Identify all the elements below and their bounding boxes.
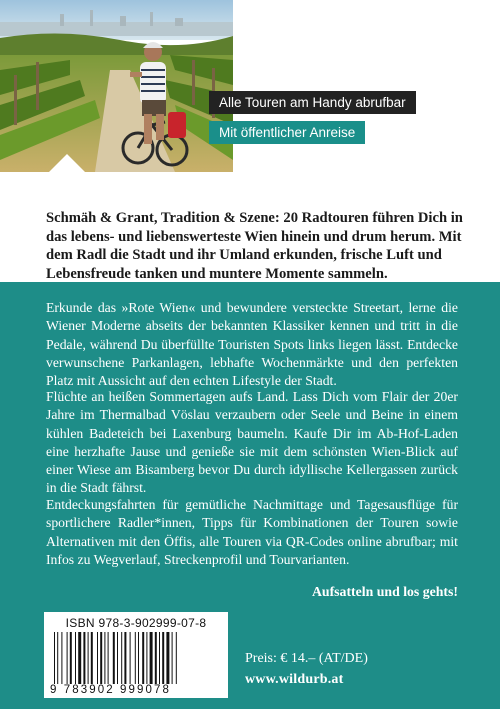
barcode-bar: [97, 632, 98, 684]
intro-blurb: Schmäh & Grant, Tradition & Szene: 20 Radtouren führen Dich in das lebens- und liebenswerteste Wien hinein und drum herum. Mit dem Radl die Stadt und ihr Umland erkunden, frische Luft und Lebensfreude tanken und muntere Momente sammeln.: [46, 210, 463, 282]
barcode-bar: [91, 632, 93, 684]
barcode-bar: [155, 632, 157, 684]
barcode-bar: [159, 632, 160, 684]
barcode-bar: [70, 632, 72, 684]
barcode-bar: [83, 632, 85, 684]
ean-digits: 9 783902 999078: [50, 684, 172, 696]
barcode-bar: [166, 632, 169, 684]
barcode-bar: [88, 632, 89, 684]
description-paragraph-countryside: Flüchte an heißen Sommertagen aufs Land. Lass Dich vom Flair der 20er Jahre im Thermalbad Vöslau verzaubern oder Seele und Beine in einem kühlen Badeteich bei Laxenburg baumeln. Kaufe Dir im Ab-Hof-Laden eine herzhafte Jause und genieße sie mit dem schönsten Wien-Blick auf einer Wiese am Bisamberg bevor Du durch idyllische Kellergassen zurück in die Stadt fährst.: [46, 389, 458, 496]
photo-notch-decoration: [48, 154, 86, 173]
barcode-bar: [67, 632, 68, 684]
barcode-bar: [108, 632, 109, 684]
barcode-bar: [117, 632, 118, 684]
barcode-bar: [104, 632, 105, 684]
barcode-bar: [172, 632, 173, 684]
barcode-bar: [142, 632, 144, 684]
price-label: Preis: € 14.– (AT/DE): [245, 651, 368, 666]
barcode-bar: [124, 632, 126, 684]
barcode-bar: [75, 632, 76, 684]
barcode-bar: [113, 632, 115, 684]
barcode-bars: [50, 632, 222, 684]
badge-mobile-access: Alle Touren am Handy abrufbar: [209, 91, 416, 114]
barcode-bar: [100, 632, 102, 684]
description-paragraph-features: Entdeckungsfahrten für gemütliche Nachmittage und Tagesausflüge für sportlichere Radler*innen, Tipps für Kombinationen der Touren sowie Alternativen mit den Öffis, alle Touren via QR-Codes online abrufbar; mit Infos zu Wegverlauf, Streckenprofil und Tourvarianten.: [46, 497, 458, 567]
cover-photo-cyclist-vineyard: [0, 0, 233, 172]
barcode-bar: [150, 632, 153, 684]
description-paragraph-city: Erkunde das »Rote Wien« und bewundere versteckte Streetart, lerne die Wiener Moderne abseits der bekannten Klassiker kennen und tritt in die Pedale, während Du überfüllte Touristen Spots links liegen lässt. Entdecke verwunschene Parkanlagen, lebhafte Wochenmärkte und den perfekten Platz mit Aussicht auf den echten Lifestyle der Stadt.: [46, 300, 458, 389]
description-panel: [0, 282, 500, 709]
publisher-website: www.wildurb.at: [245, 672, 344, 687]
closing-slogan: Aufsatteln und los gehts!: [311, 584, 458, 599]
barcode-bar: [78, 632, 81, 684]
barcode-bar: [61, 632, 62, 684]
barcode-bar: [54, 632, 55, 684]
barcode-bar: [57, 632, 58, 684]
isbn-barcode: [44, 612, 228, 698]
barcode-bar: [138, 632, 139, 684]
barcode-bar: [135, 632, 136, 684]
isbn-number: ISBN 978-3-902999-07-8: [65, 616, 207, 630]
barcode-bar: [176, 632, 177, 684]
barcode-bar: [146, 632, 147, 684]
badge-public-transport: Mit öffentlicher Anreise: [209, 121, 365, 144]
barcode-bar: [162, 632, 164, 684]
barcode-bar: [121, 632, 122, 684]
barcode-bar: [130, 632, 131, 684]
